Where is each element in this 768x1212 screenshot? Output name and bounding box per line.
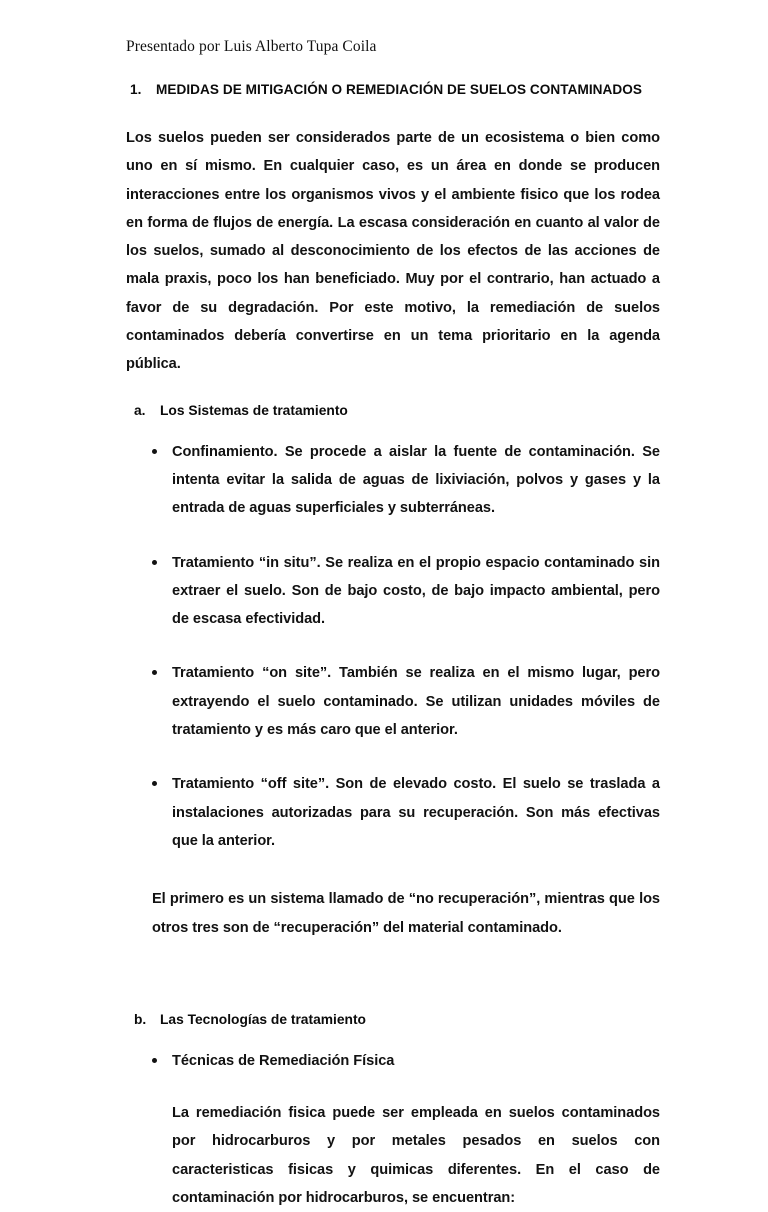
list-item [126, 438, 660, 523]
spacer [126, 523, 660, 549]
spacer [126, 1075, 660, 1099]
document-body [126, 82, 660, 1212]
spacer [126, 379, 660, 403]
list-item [126, 770, 660, 855]
section-b-title: Las Tecnologías de tratamiento [160, 1011, 366, 1027]
list-item-text: Tratamiento “off site”. Son de elevado costo. El suelo se traslada a instalaciones autorizadas para su recuperación. Son más efectivas que la anterior. [172, 776, 660, 849]
bullet-dot-icon [152, 1058, 157, 1063]
document-author-line: Presentado por Luis Alberto Tupa Coila [126, 38, 377, 55]
section-a-closing-paragraph: El primero es un sistema llamado de “no recuperación”, mientras que los otros tres son de “recuperación” del material contaminado. [152, 891, 660, 936]
heading-section-a [126, 403, 660, 418]
list-item-text: Técnicas de Remediación Física [172, 1052, 395, 1069]
section-b-closing-paragraph: La remediación fisica puede ser empleada en suelos contaminados por hidrocarburos y por metales pesados en suelos con caracteristicas fisicas y quimicas diferentes. En el caso de contaminación por hidrocarburos, se encuentran: [172, 1105, 660, 1207]
bullet-dot-icon [152, 781, 157, 786]
spacer [126, 1027, 660, 1047]
bullet-dot-icon [152, 560, 157, 565]
list-item-text: Tratamiento “on site”. También se realiza en el mismo lugar, pero extrayendo el suelo contaminado. Se utilizan unidades móviles de tratamiento y es más caro que el anterior. [172, 665, 660, 739]
heading-1-text: MEDIDAS DE MITIGACIÓN O REMEDIACIÓN DE SUELOS CONTAMINADOS [156, 82, 642, 97]
heading-numbered-1 [126, 82, 660, 97]
heading-1-marker: 1. [130, 82, 142, 97]
heading-section-b [126, 1012, 660, 1027]
section-b-marker: b. [134, 1011, 147, 1027]
list-item [126, 659, 660, 744]
section-a-marker: a. [134, 402, 146, 418]
spacer [126, 633, 660, 659]
list-item-text: Tratamiento “in situ”. Se realiza en el propio espacio contaminado sin extraer el suelo. Son de bajo costo, de bajo impacto ambiental, pero de escasa efectividad. [172, 554, 660, 628]
spacer [126, 418, 660, 438]
section-a-bullet-list [126, 438, 660, 856]
spacer [126, 855, 660, 885]
list-item-text: Confinamiento. Se procede a aislar la fuente de contaminación. Se intenta evitar la salida de aguas de lixiviación, polvos y gases y la entrada de aguas superficiales y subterráneas. [172, 443, 660, 517]
spacer [126, 942, 660, 1012]
list-item [126, 1047, 660, 1075]
list-item [126, 549, 660, 634]
spacer [126, 744, 660, 770]
bullet-dot-icon [152, 449, 157, 454]
section-a-title: Los Sistemas de tratamiento [160, 402, 348, 418]
intro-paragraph: Los suelos pueden ser considerados parte de un ecosistema o bien como uno en sí mismo. En cualquier caso, es un área en donde se producen interacciones entre los organismos vivos y el ambiente fisico que los rodea en forma de flujos de energía. La escasa consideración en cuanto al valor de los suelos, sumado al desconocimiento de los efectos de las acciones de mala praxis, poco los han beneficiado. Muy por el contrario, han actuado a favor de su degradación. Por este motivo, la remediación de suelos contaminados debería convertirse en un tema prioritario en la agenda pública. [126, 130, 660, 373]
section-b-bullet-list [126, 1047, 660, 1075]
bullet-dot-icon [152, 670, 157, 675]
